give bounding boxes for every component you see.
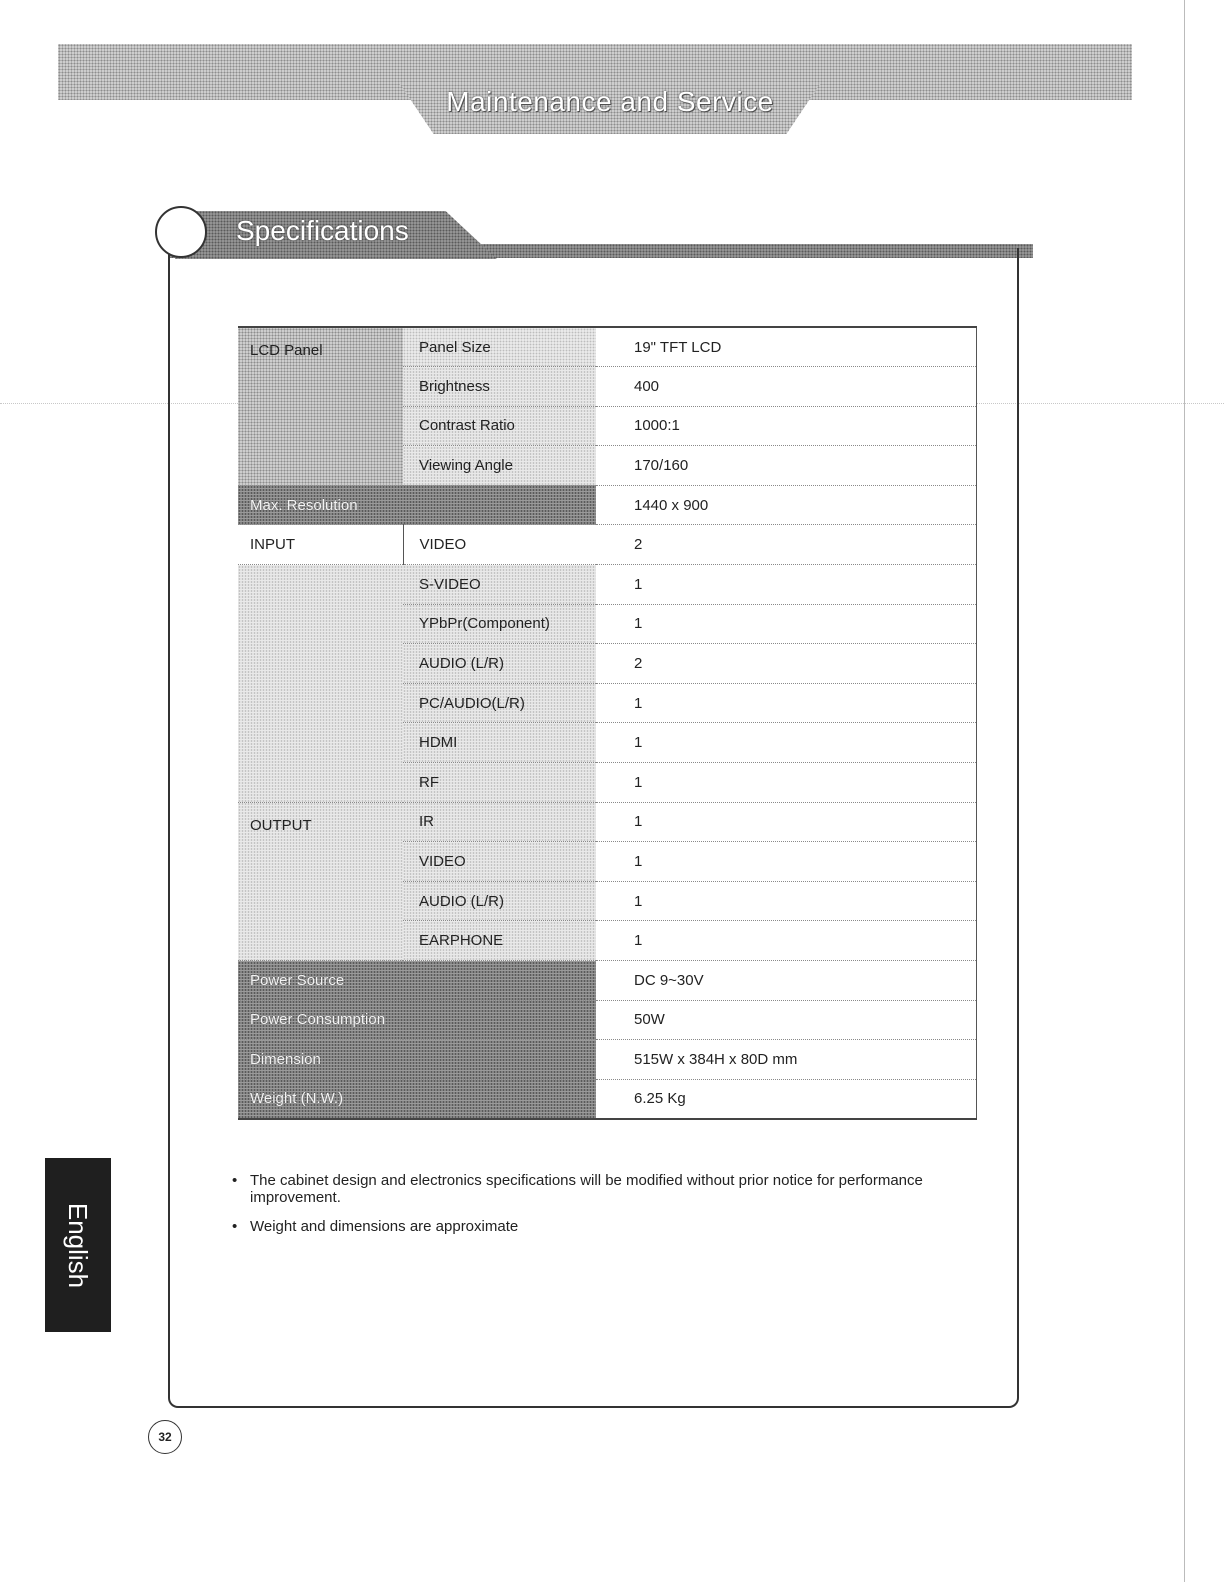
spec-value: 2 — [596, 525, 976, 565]
note-text: The cabinet design and electronics specifications will be modified without prior notice for performance improvement. — [250, 1172, 923, 1206]
spec-value: 1 — [596, 723, 976, 763]
spec-name: VIDEO — [403, 842, 596, 882]
spec-label-max-resolution: Max. Resolution — [238, 485, 596, 525]
row-group-label-input: INPUT — [238, 525, 403, 565]
spec-value: DC 9~30V — [596, 961, 976, 1001]
row-group-label-lcd-panel: LCD Panel — [238, 327, 403, 485]
spec-value: 1 — [596, 763, 976, 803]
spec-value: 1 — [596, 921, 976, 961]
spec-label-dimension: Dimension — [238, 1040, 596, 1080]
note-text: Weight and dimensions are approximate — [250, 1218, 519, 1235]
spec-value: 1440 x 900 — [596, 485, 976, 525]
table-row — [238, 485, 976, 525]
spec-value: 19" TFT LCD — [596, 327, 976, 367]
section-circle-icon — [155, 206, 207, 258]
table-row — [238, 525, 976, 565]
spec-name: PC/AUDIO(L/R) — [403, 683, 596, 723]
spec-value: 1 — [596, 802, 976, 842]
spec-name: EARPHONE — [403, 921, 596, 961]
spec-value: 170/160 — [596, 446, 976, 486]
spec-value: 50W — [596, 1000, 976, 1040]
table-row — [238, 327, 976, 367]
spec-value: 1000:1 — [596, 406, 976, 446]
table-row — [238, 802, 976, 842]
spec-value: 1 — [596, 881, 976, 921]
section-title: Specifications — [236, 215, 409, 246]
spec-value: 1 — [596, 565, 976, 605]
row-group-fill-input — [238, 565, 403, 803]
spec-label-weight: Weight (N.W.) — [238, 1079, 596, 1119]
spec-value: 1 — [596, 683, 976, 723]
spec-value: 400 — [596, 367, 976, 407]
spec-name: IR — [403, 802, 596, 842]
bullet-icon: • — [232, 1172, 238, 1189]
spec-value: 6.25 Kg — [596, 1079, 976, 1119]
spec-name: VIDEO — [403, 525, 596, 565]
page-number: 32 — [148, 1420, 182, 1454]
notes-list — [232, 1172, 932, 1247]
specifications-table — [238, 326, 977, 1120]
table-row — [238, 1000, 976, 1040]
spec-label-power-source: Power Source — [238, 961, 596, 1001]
spec-name: Viewing Angle — [403, 446, 596, 486]
spec-name: HDMI — [403, 723, 596, 763]
spec-value: 1 — [596, 842, 976, 882]
page-edge-line — [1184, 0, 1185, 1582]
spec-name: RF — [403, 763, 596, 803]
spec-name: Panel Size — [403, 327, 596, 367]
page-header-title: Maintenance and Service — [446, 86, 774, 117]
table-row — [238, 961, 976, 1001]
spec-value: 515W x 384H x 80D mm — [596, 1040, 976, 1080]
spec-name: S-VIDEO — [403, 565, 596, 605]
spec-name: Contrast Ratio — [403, 406, 596, 446]
spec-value: 1 — [596, 604, 976, 644]
table-row — [238, 1040, 976, 1080]
spec-label-power-consumption: Power Consumption — [238, 1000, 596, 1040]
bullet-icon: • — [232, 1218, 238, 1235]
spec-name: AUDIO (L/R) — [403, 881, 596, 921]
table-row — [238, 1079, 976, 1119]
spec-name: AUDIO (L/R) — [403, 644, 596, 684]
language-label-text: English — [63, 1202, 94, 1288]
spec-name: Brightness — [403, 367, 596, 407]
table-row — [238, 565, 976, 605]
spec-name: YPbPr(Component) — [403, 604, 596, 644]
language-side-tab-label — [45, 1158, 111, 1332]
list-item — [232, 1172, 932, 1206]
spec-value: 2 — [596, 644, 976, 684]
row-group-label-output: OUTPUT — [238, 802, 403, 960]
list-item — [232, 1218, 932, 1235]
